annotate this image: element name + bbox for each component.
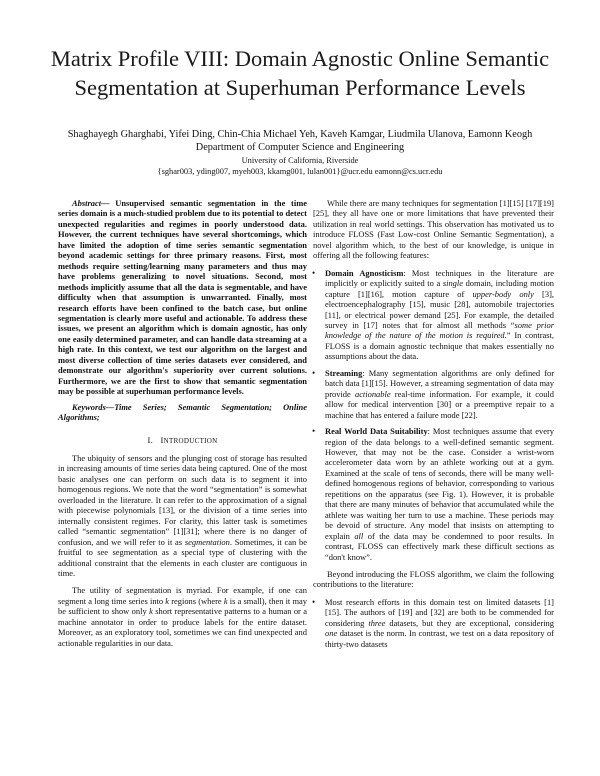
feature-item-domain-agnosticism <box>310 268 554 362</box>
bullet-icon: • <box>312 367 316 378</box>
abstract-text: Unsupervised semantic segmentation in the time series domain is a much-studied problem due to its potential to detect unexpected regularities and regimes in poorly understood data. However, the current techniques have several shortcomings, which have limited the adoption of time series semantic segmentation beyond academic settings for three primary reasons. First, most methods require setting/learning many parameters and thus may have problems generalizing to novel situations. Second, most methods implicitly assume that all the data is segmentable, and have difficulty when that assumption is unwarranted. Finally, most research efforts have been confined to the batch case, but online segmentation is clearly more useful and actionable. To address these issues, we present an algorithm which is domain agnostic, has only one easily determined parameter, and can handle data streaming at a high rate. In this context, we test our algorithm on the largest and most diverse collection of time series datasets ever considered, and demonstrate our algorithm's superiority over current solutions. Furthermore, we are the first to show that semantic segmentation may be possible at superhuman performance levels. <box>58 198 307 397</box>
section-rest: NTRODUCTION <box>163 436 218 445</box>
university: University of California, Riverside <box>241 156 359 165</box>
intro-p2-k1: k <box>165 595 170 606</box>
feature-text-a: : Many segmentation algorithms are only defined for batch data [1][15]. However, a streaming segmentation of data may provide <box>325 367 554 399</box>
bullet-icon: • <box>312 426 316 437</box>
feature-list <box>310 268 554 562</box>
intro-p2-text-a: The utility of segmentation is myriad. For example, if one can segment a long time series into <box>58 585 307 606</box>
section-initial: I <box>160 434 164 445</box>
feature-emphasis-2: upper-body only <box>472 288 534 299</box>
title-line-1: Matrix Profile VIII: Domain Agnostic Online Semantic <box>50 46 550 71</box>
author-emails: {sghar003, yding007, myeh003, kkamg001, lulan001}@ucr.edu eamonn@cs.ucr.edu <box>157 167 443 176</box>
feature-text-a: : Most techniques in the literature are implicitly or explicitly suited to a <box>325 267 554 289</box>
feature-emphasis: all <box>354 530 364 541</box>
intro-p1-emphasis: segmentation <box>184 536 230 547</box>
contribution-emphasis-2: one <box>325 628 338 639</box>
contribution-text <box>325 597 554 649</box>
intro-p1-text-a: The ubiquity of sensors and the plunging cost of storage has resulted in increasing amounts of time series data being captured. One of the most basic analyses one can perform on such data is to segment it into homogenous regions. We note that the word “segmentation” is somewhat overloaded in the literature. It can refer to the approximation of a signal with piecewise polynomials [13], or the division of a time series into internally consistent regimes. For clarity, this latter task is sometimes called “semantic segmentation” [1][31]; where there is no danger of confusion, and we will refer to it as <box>58 452 307 547</box>
feature-text-c: [3], electroencephalography [15], music [28], automobile trajectories [11], or electrical power demand [25]. For example, the detailed survey in [17] notes that for almost all methods “ <box>325 288 555 330</box>
contribution-emphasis-1: three <box>368 617 386 628</box>
section-numeral: I. <box>147 434 154 445</box>
intro-p2-text-d: short representative patterns to a human or a machine annotator in order to produce labels for the entire dataset. Moreover, as an exploratory tool, sometimes we can find unexpected and actionable regularities in our data. <box>58 606 307 648</box>
feature-text-a: : Most techniques assume that every region of the data belongs to a well-defined semantic segment. However, that may not be the case. Consider a wrist-worn accelerometer data worn by an athlete working out at a gym. Examined at the scale of tens of seconds, there will be many well-defined homogenous regions of behavior, corresponding to various repetitions on the apparatus (see Fig. 1). However, it is probable that there are many minutes of behavior that accumulated while the athlete was waiting her turn to use a machine. These periods may be devoid of structure. Any model that insists on attempting to explain <box>325 426 554 541</box>
section-heading-introduction <box>58 435 307 446</box>
contribution-text-a: Most research efforts in this domain test on limited datasets [1][15]. The authors of [19] and [32] are both to be commended for considering <box>325 596 554 628</box>
right-paragraph-2: Beyond introducing the FLOSS algorithm, we claim the following contributions to the literature: <box>313 568 554 590</box>
feature-text <box>325 426 554 562</box>
intro-p2-text-c: is a small), then it may be sufficient to show only <box>58 595 307 617</box>
feature-term: Domain Agnosticism <box>325 267 404 278</box>
intro-paragraph-2 <box>58 585 307 648</box>
paper-title <box>20 44 580 102</box>
intro-paragraph-1 <box>58 453 307 578</box>
left-column <box>58 198 307 648</box>
feature-text-b: of the data may be condemned to poor results. In contrast, FLOSS can effectively mark these difficult sections as “don't know”. <box>325 530 555 562</box>
feature-item-streaming <box>310 368 554 420</box>
feature-item-real-world-data <box>310 426 554 562</box>
feature-term: Real World Data Suitability <box>325 426 428 437</box>
right-paragraph-1: While there are many techniques for segmentation [1][15] [17][19][25], they all have one or more limitations that have prevented their utilization in real world settings. This observation has motivated us to introduce FLOSS (Fast Low-cost Online Semantic Segmentation), a novel algorithm which, to the best of our knowledge, is unique in offering all the following features: <box>313 198 554 261</box>
feature-text-b: domain, including motion capture [1][16], motion capture of <box>325 278 555 299</box>
bullet-icon: • <box>312 596 316 607</box>
feature-term: Streaming <box>325 367 363 378</box>
contribution-list <box>310 597 554 649</box>
contribution-text-c: dataset is the norm. In contrast, we test on a data repository of thirty-two datasets <box>325 628 554 649</box>
feature-text-d: .” In contrast, FLOSS is a domain agnostic technique that makes essentially no assumptions about the data. <box>325 330 554 362</box>
intro-p2-k3: k <box>149 606 153 617</box>
bullet-icon: • <box>312 267 316 278</box>
title-line-2: Segmentation at Superhuman Performance Levels <box>74 75 526 100</box>
department: Department of Computer Science and Engineering <box>195 142 405 153</box>
author-list: Shaghayegh Gharghabi, Yifei Ding, Chin-Chia Michael Yeh, Kaveh Kamgar, Liudmila Ulanova, Eamonn Keogh <box>67 129 533 140</box>
feature-emphasis-1: single <box>442 278 463 289</box>
intro-p1-text-b: . Sometimes, it can be fruitful to see segmentation as a special type of clustering with the additional constraint that the elements in each cluster are contiguous in time. <box>58 536 307 578</box>
feature-text <box>325 368 554 420</box>
contribution-text-b: datasets, but they are exceptional, considering <box>385 617 554 628</box>
feature-emphasis-3: some prior knowledge of the nature of the motion is required <box>325 319 554 341</box>
feature-text-b: real-time information. For example, it could allow for medical intervention [30] or a preemptive repair to a machine that has entered a failure mode [22]. <box>325 388 554 420</box>
abstract <box>58 198 307 397</box>
intro-p2-text-b: regions (where <box>169 595 224 606</box>
keywords: Keywords—Time Series; Semantic Segmentation; Online Algorithms; <box>58 401 307 423</box>
feature-emphasis: actionable <box>354 388 391 399</box>
abstract-lead: Abstract— <box>72 198 110 208</box>
intro-p2-k2: k <box>223 595 228 606</box>
right-column <box>310 198 554 649</box>
feature-text <box>325 268 554 362</box>
contribution-item-datasets <box>310 597 554 649</box>
